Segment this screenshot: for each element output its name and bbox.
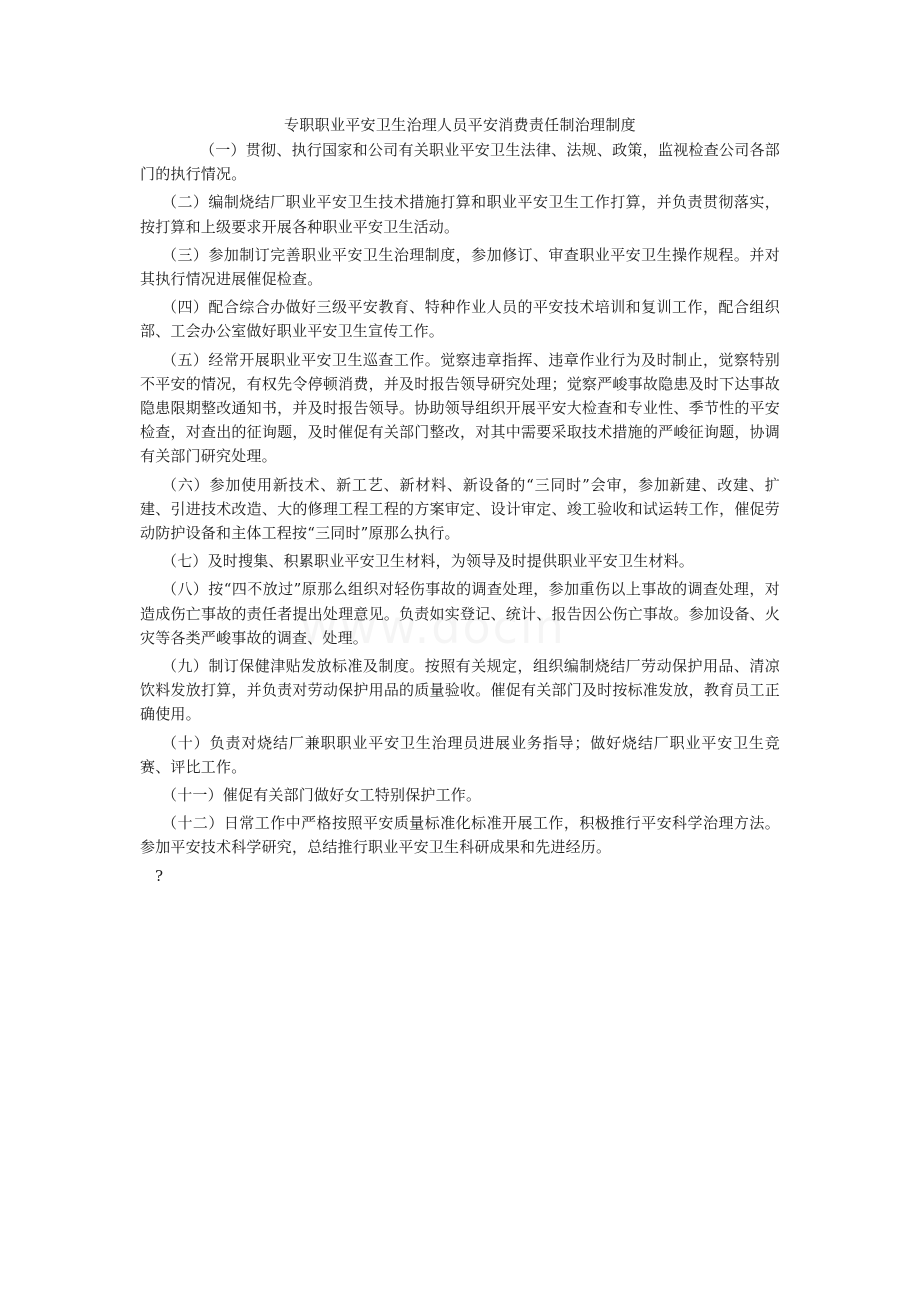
paragraph-8: （八）按“四不放过”原那么组织对轻伤事故的调查处理，参加重伤以上事故的调查处理，对造成伤亡事故的责任者提出处理意见。负责如实登记、统计、报告因公伤亡事故。参加设备、火灾等各类严峻事故的调查、处理。 <box>140 580 780 647</box>
paragraph-11: （十一）催促有关部门做好女工特别保护工作。 <box>162 786 482 805</box>
paragraph-3: （三）参加制订完善职业平安卫生治理制度，参加修订、审查职业平安卫生操作规程。并对其执行情况进展催促检查。 <box>140 245 780 289</box>
paragraph-4: （四）配合综合办做好三级平安教育、特种作业人员的平安技术培训和复训工作，配合组织部、工会办公室做好职业平安卫生宣传工作。 <box>140 298 780 341</box>
paragraph-1: （一）贯彻、执行国家和公司有关职业平安卫生法律、法规、政策，监视检查公司各部门的执行情况。 <box>140 141 780 184</box>
document-body <box>140 138 780 888</box>
paragraph-12: （十二）日常工作中严格按照平安质量标准化标准开展工作，积极推行平安科学治理方法。参加平安技术科学研究，总结推行职业平安卫生科研成果和先进经历。 <box>140 814 780 857</box>
document-title: 专职职业平安卫生治理人员平安消费责任制治理制度 <box>284 116 636 134</box>
paragraph-9: （九）制订保健津贴发放标准及制度。按照有关规定，组织编制烧结厂劳动保护用品、清凉饮料发放打算，并负责对劳动保护用品的质量验收。催促有关部门及时按标准发放，教育员工正确使用。 <box>140 657 780 724</box>
paragraph-7: （七）及时搜集、积累职业平安卫生材料，为领导及时提供职业平安卫生材料。 <box>162 552 695 571</box>
trailing-mark: ? <box>155 866 164 885</box>
paragraph-10: （十）负责对烧结厂兼职职业平安卫生治理员进展业务指导；做好烧结厂职业平安卫生竞赛、评比工作。 <box>140 733 780 776</box>
paragraph-2: （二）编制烧结厂职业平安卫生技术措施打算和职业平安卫生工作打算，并负责贯彻落实，按打算和上级要求开展各种职业平安卫生活动。 <box>140 193 780 236</box>
paragraph-5: （五）经常开展职业平安卫生巡查工作。觉察违章指挥、违章作业行为及时制止，觉察特别不平安的情况，有权先令停顿消费，并及时报告领导研究处理；觉察严峻事故隐患及时下达事故隐患限期整改通知书，并及时报告领导。协助领导组织开展平安大检查和专业性、季节性的平安检查，对查出的征询题，及时催促有关部门整改，对其中需要采取技术措施的严峻征询题，协调有关部门研究处理。 <box>140 350 780 466</box>
paragraph-6: （六）参加使用新技术、新工艺、新材料、新设备的“三同时”会审，参加新建、改建、扩建、引进技术改造、大的修理工程工程的方案审定、设计审定、竣工验收和试运转工作，催促劳动防护设备和主体工程按“三同时”原那么执行。 <box>140 475 780 543</box>
